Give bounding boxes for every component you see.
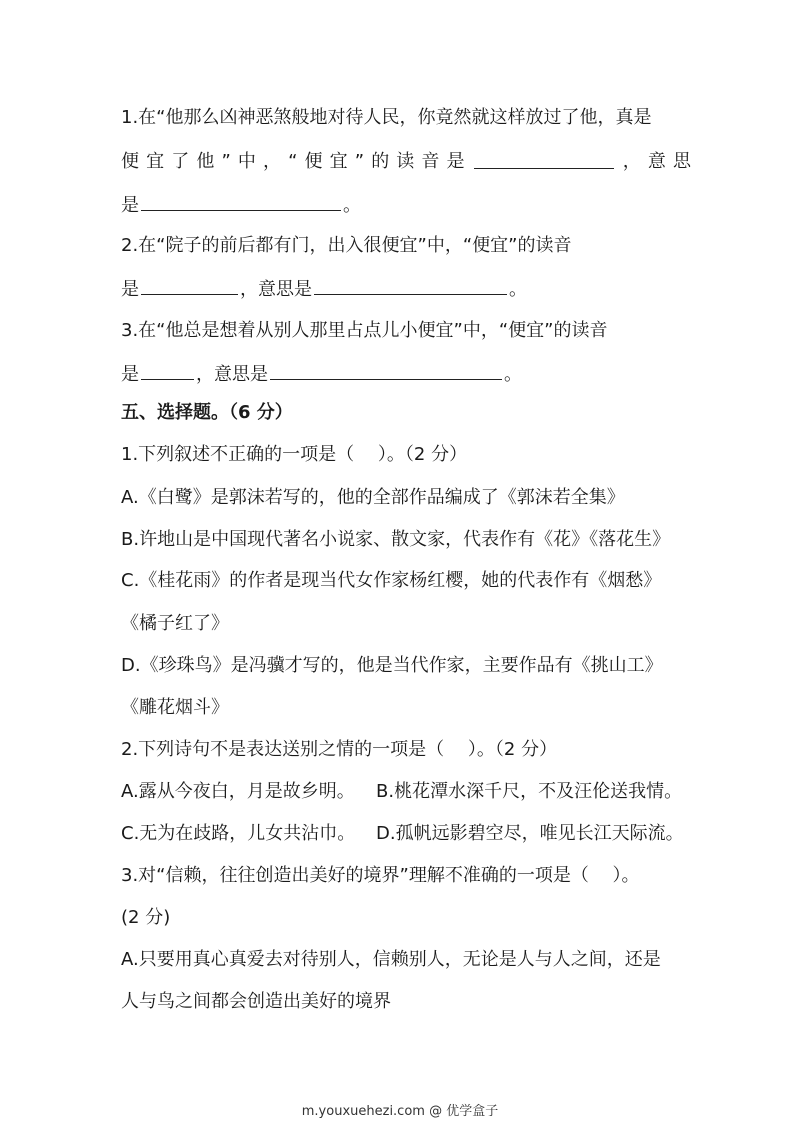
fill-q1-char: ， — [622, 151, 641, 172]
fill-q1-char: 思 — [672, 151, 691, 172]
choice-q1-option-d[interactable]: D.《珍珠鸟》是冯骥才写的，他是当代作家，主要作品有《挑山工》 — [121, 655, 663, 676]
fill-q1-char: 读 — [396, 151, 415, 172]
fill-q1-char: 意 — [647, 151, 666, 172]
choice-q3-stem: 3.对“信赖，往往创造出美好的境界”理解不准确的一项是（ ）。 — [121, 865, 640, 886]
choice-q2-option-b[interactable]: B.桃花潭水深千尺，不及汪伦送我情。 — [376, 781, 683, 802]
fill-q1-char: ” — [221, 151, 231, 172]
choice-q1-option-b[interactable]: B.许地山是中国现代著名小说家、散文家，代表作有《花》《落花生》 — [121, 529, 671, 550]
choice-q1-option-c[interactable]: C.《桂花雨》的作者是现当代女作家杨红樱，她的代表作有《烟愁》 — [121, 570, 662, 591]
fill-q2-line1: 2.在“院子的前后都有门，出入很便宜”中，“便宜”的读音 — [121, 235, 572, 256]
choice-q2-stem: 2.下列诗句不是表达送别之情的一项是（ ）。（2 分） — [121, 739, 558, 760]
fill-q1-line1: 1.在“他那么凶神恶煞般地对待人民，你竟然就这样放过了他，真是 — [121, 107, 652, 128]
answer-blank-pronunciation[interactable] — [141, 276, 238, 295]
fill-q1-char: 了 — [171, 151, 190, 172]
fill-q1-char: 便 — [121, 151, 139, 172]
fill-q1-char: 宜 — [329, 151, 348, 172]
choice-q1-stem: 1.下列叙述不正确的一项是（ ）。（2 分） — [121, 444, 468, 465]
fill-q1-line3: 是 。 — [121, 192, 691, 218]
choice-q2-option-c[interactable]: C.无为在歧路，儿女共沾巾。 — [121, 823, 356, 844]
section-heading: 五、选择题。（6 分） — [121, 402, 293, 423]
fill-q3-line1: 3.在“他总是想着从别人那里占点儿小便宜”中，“便宜”的读音 — [121, 320, 608, 341]
choice-q1-option-c-cont: 《橘子红了》 — [121, 613, 229, 634]
fill-q1-line2 — [121, 150, 691, 174]
fill-q1-char: 音 — [421, 151, 440, 172]
fill-q3-line2: 是 ，意思是 。 — [121, 361, 691, 387]
choice-q3-score: (2 分) — [121, 907, 171, 928]
fill-q2-line2: 是 ，意思是 。 — [121, 276, 691, 302]
answer-blank-pronunciation[interactable] — [474, 150, 614, 169]
choice-q2-option-d[interactable]: D.孤帆远影碧空尽，唯见长江天际流。 — [376, 823, 684, 844]
fill-q1-char: “ — [288, 151, 298, 172]
fill-q1-char: 是 — [446, 151, 465, 172]
answer-blank-meaning[interactable] — [141, 192, 341, 211]
answer-blank-pronunciation[interactable] — [141, 361, 194, 380]
fill-q1-char: 便 — [304, 151, 323, 172]
fill-q1-char: ” — [354, 151, 365, 172]
fill-q1-char: ， — [262, 151, 281, 172]
answer-blank-meaning[interactable] — [314, 276, 507, 295]
choice-q1-option-a[interactable]: A.《白鹭》是郭沫若写的，他的全部作品编成了《郭沫若全集》 — [121, 487, 625, 508]
choice-q3-option-a-cont: 人与鸟之间都会创造出美好的境界 — [121, 991, 391, 1012]
choice-q2-option-row1 — [121, 780, 691, 804]
footer-source: m.youxuehezi.com @ 优学盒子 — [301, 1104, 499, 1119]
choice-q2-option-a[interactable]: A.露从今夜白，月是故乡明。 — [121, 781, 355, 802]
choice-q3-option-a[interactable]: A.只要用真心真爱去对待别人，信赖别人，无论是人与人之间，还是 — [121, 949, 661, 970]
fill-q1-char: 宜 — [146, 151, 165, 172]
fill-q1-char: 他 — [196, 151, 215, 172]
fill-q1-char: 中 — [237, 151, 256, 172]
choice-q1-option-d-cont: 《雕花烟斗》 — [121, 697, 229, 718]
fill-q1-char: 的 — [371, 151, 390, 172]
choice-q2-option-row2 — [121, 822, 691, 846]
answer-blank-meaning[interactable] — [270, 361, 502, 380]
